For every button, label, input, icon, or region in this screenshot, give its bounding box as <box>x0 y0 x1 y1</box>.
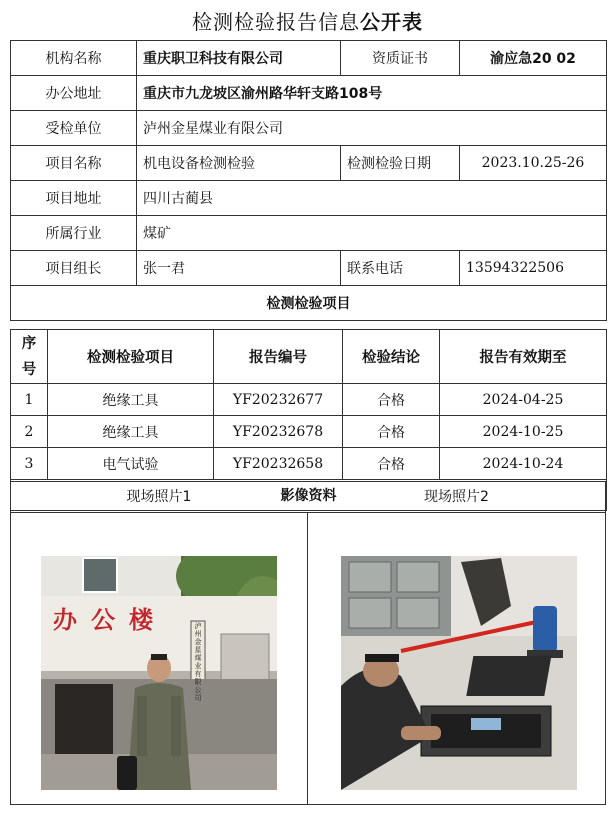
item-conclusion: 合格 <box>343 416 440 448</box>
col-valid-until-header: 报告有效期至 <box>440 330 607 384</box>
page-title: 检测检验报告信息公开表 <box>192 10 423 34</box>
item-conclusion: 合格 <box>343 384 440 416</box>
office-addr-value: 重庆市九龙坡区渝州路华轩支路108号 <box>137 76 607 111</box>
items-section-title: 检测检验项目 <box>11 286 607 321</box>
item-index: 2 <box>11 416 48 448</box>
leader-label: 项目组长 <box>11 251 137 286</box>
site-photo-1 <box>41 556 277 790</box>
leader-value: 张一君 <box>137 251 341 286</box>
phone-label: 联系电话 <box>341 251 460 286</box>
phone-value: 13594322506 <box>460 251 607 286</box>
row-inspected <box>11 111 607 146</box>
site-photo-1-image <box>41 556 277 790</box>
table-row <box>11 448 607 480</box>
item-conclusion: 合格 <box>343 448 440 480</box>
row-org <box>11 41 607 76</box>
site-photo-2 <box>341 556 577 790</box>
item-report-no: YF20232677 <box>214 384 343 416</box>
org-name-value: 重庆职卫科技有限公司 <box>137 41 341 76</box>
inspection-date-value: 2023.10.25-26 <box>460 146 607 181</box>
info-table <box>10 40 607 321</box>
photos-column-divider <box>307 512 308 805</box>
company-vertical-sign: 泸州金星煤业有限公司 <box>194 622 202 702</box>
inspection-date-label: 检测检验日期 <box>341 146 460 181</box>
photos-section <box>10 481 606 805</box>
photos-header-divider <box>11 512 605 513</box>
project-name-value: 机电设备检测检验 <box>137 146 341 181</box>
item-index: 3 <box>11 448 48 480</box>
photo1-label: 现场照片1 <box>126 489 192 505</box>
table-row <box>11 384 607 416</box>
item-index: 1 <box>11 384 48 416</box>
col-conclusion-header: 检验结论 <box>343 330 440 384</box>
item-name: 绝缘工具 <box>48 416 214 448</box>
items-header-row <box>11 330 607 384</box>
site-photo-2-image <box>341 556 577 790</box>
item-valid-until: 2024-10-24 <box>440 448 607 480</box>
row-leader <box>11 251 607 286</box>
col-index-header: 序号 <box>11 330 48 384</box>
inspected-unit-value: 泸州金星煤业有限公司 <box>137 111 607 146</box>
item-name: 电气试验 <box>48 448 214 480</box>
industry-label: 所属行业 <box>11 216 137 251</box>
cert-value: 渝应急20 02 <box>460 41 607 76</box>
office-addr-label: 办公地址 <box>11 76 137 111</box>
inspected-unit-label: 受检单位 <box>11 111 137 146</box>
table-row <box>11 416 607 448</box>
row-project-addr <box>11 181 607 216</box>
row-items-section <box>11 286 607 321</box>
item-report-no: YF20232678 <box>214 416 343 448</box>
org-name-label: 机构名称 <box>11 41 137 76</box>
office-building-sign: 办公楼 <box>53 606 167 634</box>
photo2-label: 现场照片2 <box>424 489 489 505</box>
row-industry <box>11 216 607 251</box>
row-project <box>11 146 607 181</box>
project-addr-value: 四川古蔺县 <box>137 181 607 216</box>
cert-label: 资质证书 <box>341 41 460 76</box>
item-valid-until: 2024-10-25 <box>440 416 607 448</box>
row-office <box>11 76 607 111</box>
item-valid-until: 2024-04-25 <box>440 384 607 416</box>
project-addr-label: 项目地址 <box>11 181 137 216</box>
project-name-label: 项目名称 <box>11 146 137 181</box>
item-report-no: YF20232658 <box>214 448 343 480</box>
item-name: 绝缘工具 <box>48 384 214 416</box>
col-item-header: 检测检验项目 <box>48 330 214 384</box>
industry-value: 煤矿 <box>137 216 607 251</box>
col-report-no-header: 报告编号 <box>214 330 343 384</box>
images-section-title: 影像资料 <box>11 480 607 511</box>
